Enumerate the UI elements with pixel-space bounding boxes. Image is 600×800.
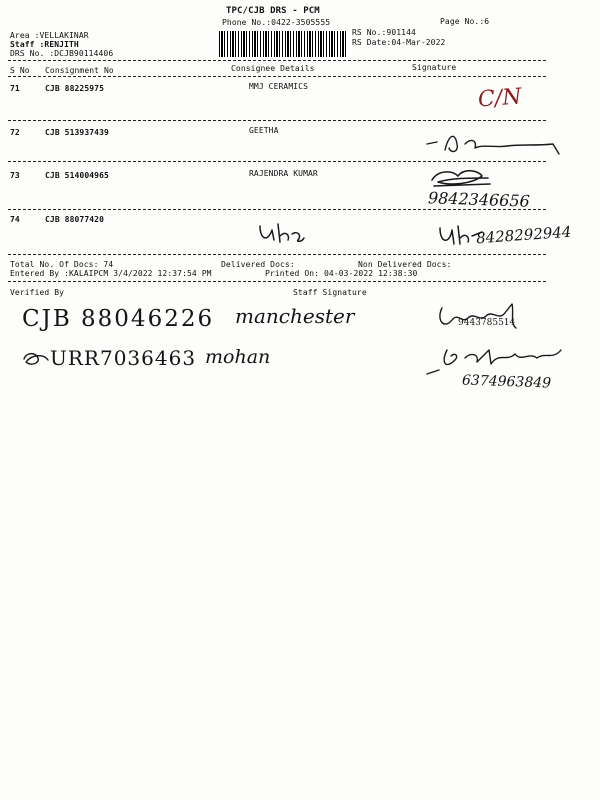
drs-number: DRS No. :DCJB90114406 xyxy=(10,49,114,58)
handwritten-phone: 6374963849 xyxy=(461,372,552,392)
rs-date: RS Date:04-Mar-2022 xyxy=(352,38,446,47)
area-label: Area :VELLAKINAR xyxy=(10,31,89,40)
row-consignment: CJB 513937439 xyxy=(45,128,109,137)
handwritten-phone: 9842346656 xyxy=(427,188,531,211)
divider xyxy=(8,281,546,282)
divider xyxy=(8,209,546,210)
row-sno: 73 xyxy=(10,171,20,180)
signature-staff xyxy=(432,300,522,334)
entered-by: Entered By :KALAIPCM 3/4/2022 12:37:54 PM xyxy=(10,269,212,278)
row-consignment: CJB 88225975 xyxy=(45,84,104,93)
non-delivered-docs: Non Delivered Docs: xyxy=(358,260,452,269)
staff-signature-label: Staff Signature xyxy=(293,288,367,297)
phone-number: Phone No.:0422-3505555 xyxy=(222,18,331,27)
row-sno: 72 xyxy=(10,128,20,137)
handwritten-place: manchester xyxy=(235,304,355,328)
row-consignee: GEETHA xyxy=(249,126,279,135)
handwritten-consignment-2: URR7036463 xyxy=(50,346,197,370)
staff-label: Staff :RENJITH xyxy=(10,40,79,49)
signature-usha xyxy=(258,222,306,246)
divider xyxy=(8,161,546,162)
divider xyxy=(8,120,546,121)
cn-handwritten-mark: C/N xyxy=(477,84,523,113)
col-signature: Signature xyxy=(412,63,457,72)
row-sno: 71 xyxy=(10,84,20,93)
col-consignment: Consignment No xyxy=(45,66,114,75)
barcode-image xyxy=(219,31,347,57)
col-sno: S No xyxy=(10,66,30,75)
signature-staff-2 xyxy=(425,342,575,378)
row-sno: 74 xyxy=(10,215,20,224)
signature-rajendra xyxy=(428,166,498,190)
handwritten-name: mohan xyxy=(205,346,271,368)
row-consignment: CJB 514004965 xyxy=(45,171,109,180)
row-consignment: CJB 88077420 xyxy=(45,215,104,224)
row-consignee: RAJENDRA KUMAR xyxy=(249,169,318,178)
delivered-docs: Delivered Docs: xyxy=(221,260,295,269)
row-consignee: MMJ CERAMICS xyxy=(249,82,308,91)
handwritten-consignment: CJB 88046226 xyxy=(22,306,215,332)
divider xyxy=(8,76,546,77)
handwritten-phone: 9443785514 xyxy=(458,318,516,328)
signature-geetha xyxy=(425,130,565,160)
divider xyxy=(8,254,546,255)
total-docs: Total No. Of Docs: 74 xyxy=(10,260,114,269)
verified-by-label: Verified By xyxy=(10,288,65,297)
rs-number: RS No.:901144 xyxy=(352,28,416,37)
printed-on: Printed On: 04-03-2022 12:38:30 xyxy=(265,269,418,278)
divider xyxy=(8,60,546,61)
scribble-mark xyxy=(22,350,50,368)
handwritten-phone: 8428292944 xyxy=(475,222,572,248)
document-title: TPC/CJB DRS - PCM xyxy=(226,6,320,16)
col-consignee: Consignee Details xyxy=(231,64,315,73)
page-number: Page No.:6 xyxy=(440,17,490,26)
